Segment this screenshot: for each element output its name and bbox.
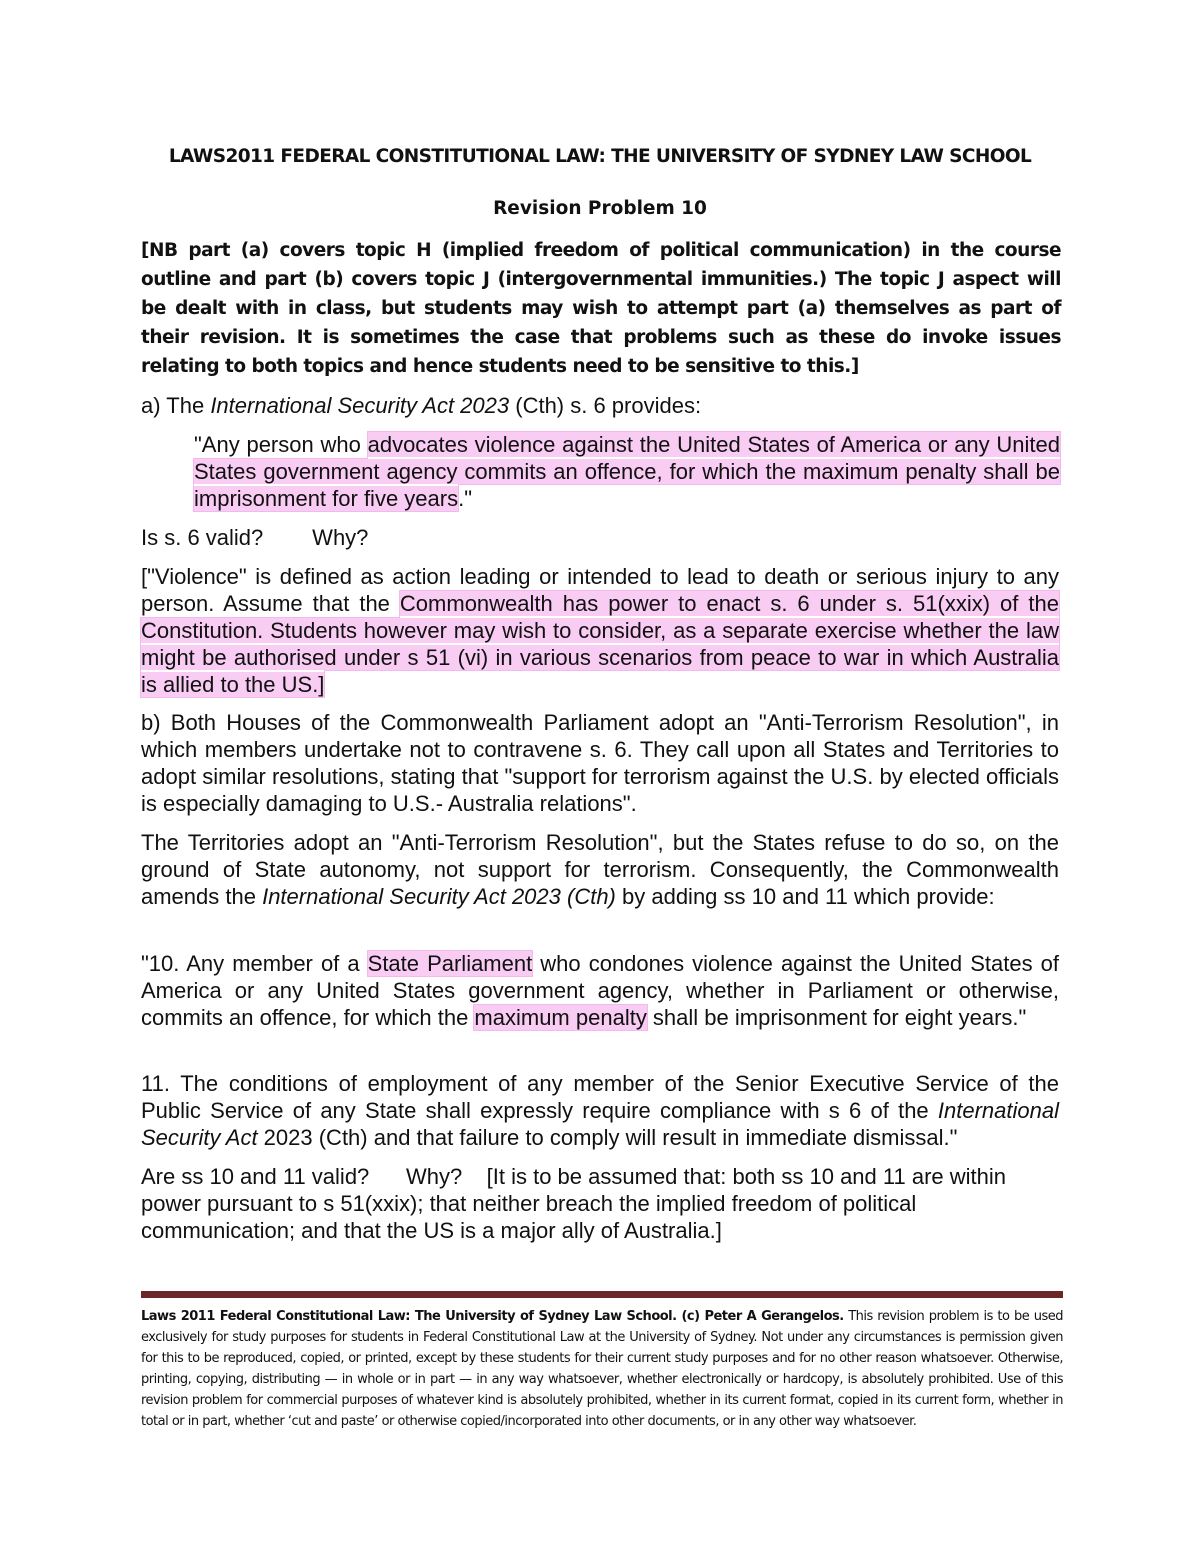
part-a-note xyxy=(141,563,1059,698)
part-b-paragraph-1: b) Both Houses of the Commonwealth Parliament adopt an "Anti-Terrorism Resolution", in which members undertake not to contravene s. 6. They call upon all States and Territories to adopt similar resolutions, stating that "support for terrorism against the U.S. by elected officials is especially damaging to U.S.- Australia relations". xyxy=(141,710,1059,816)
part-a-intro xyxy=(141,392,1059,419)
s11-prefix: 11. The conditions of employment of any member of the Senior Executive Service of the Public Service of any State shall expressly require compliance with s 6 of the xyxy=(141,1071,1059,1123)
quote-end: ." xyxy=(458,486,473,511)
nb-note: [NB part (a) covers topic H (implied freedom of political communication) in the course outline and part (b) covers topic J (intergovernmental immunities.) The topic J aspect will be dealt with in class, but students may wish to attempt part (a) themselves as part of their revision. It is sometimes the case that problems such as these do invoke issues relating to both topics and hence students need to be sensitive to this.] xyxy=(141,240,1061,377)
para2-act-name: International Security Act 2023 (Cth) xyxy=(262,884,616,909)
s10-highlight-state-parliament: State Parliament xyxy=(367,951,533,976)
note-prefix: ["Violence" is defined as action leading or intended to lead to death or serious injury to any person. Assume that the xyxy=(141,564,1059,616)
note-highlight: Commonwealth has power to enact s. 6 under s. 51(xxix) of the Constitution. Students however may wish to consider, as a separate exercise whether the law might be authorised under s 51 (vi) in various scenarios from peace to war in which Australia is allied to the US.] xyxy=(141,591,1059,697)
s10-mid: who condones violence against the United States of America or any United States government agency, whether in Parliament or otherwise, commits an offence, for which the xyxy=(141,951,1059,1030)
footer-text: This revision problem is to be used exclusively for study purposes for students in Federal Constitutional Law at the University of Sydney. Not under any circumstances is permission given for this to be reproduced, copied, or printed, except by these students for their current study purposes and for no other reason whatsoever. Otherwise, printing, copying, distributing — in whole or in part — in any way whatsoever, whether electronically or hardcopy, is absolutely prohibited. Use of this revision problem for commercial purposes of whatever kind is absolutely prohibited, whether in its current format, copied in its current form, whether in total or in part, whether ‘cut and paste’ or otherwise copied/incorporated into other documents, or in any other way whatsoever. xyxy=(141,1309,1063,1429)
quote-start: "Any person who xyxy=(194,432,368,457)
s10-highlight-maximum-penalty: maximum penalty xyxy=(474,1005,647,1030)
part-b-paragraph-2 xyxy=(141,829,1059,910)
s11-suffix: 2023 (Cth) and that failure to comply will result in immediate dismissal." xyxy=(257,1125,958,1150)
footer-divider xyxy=(141,1291,1063,1298)
section-6-quote xyxy=(194,431,1060,512)
footer-copyright xyxy=(141,1306,1063,1432)
s10-suffix: shall be imprisonment for eight years." xyxy=(646,1005,1027,1030)
page-subtitle: Revision Problem 10 xyxy=(493,198,707,219)
s11-act-name: International Security Act xyxy=(141,1098,1059,1150)
part-b-question: Are ss 10 and 11 valid? Why? [It is to be assumed that: both ss 10 and 11 are within power pursuant to s 51(xxix); that neither breach the implied freedom of political communication; and that the US is a major ally of Australia.] xyxy=(141,1164,1013,1243)
section-11-text xyxy=(141,1070,1059,1151)
quote-highlight: advocates violence against the United States of America or any United States government agency commits an offence, for which the maximum penalty shall be imprisonment for five years xyxy=(194,432,1061,511)
s10-prefix: "10. Any member of a xyxy=(141,951,368,976)
part-a-intro-suffix: (Cth) s. 6 provides: xyxy=(509,393,702,418)
section-10-text xyxy=(141,950,1059,1031)
footer-bold-text: Laws 2011 Federal Constitutional Law: The University of Sydney Law School. (c) Peter A Gerangelos. xyxy=(141,1309,844,1324)
part-a-intro-prefix: a) The xyxy=(141,393,211,418)
part-a-question: Is s. 6 valid? Why? xyxy=(141,525,369,550)
para2-suffix: by adding ss 10 and 11 which provide: xyxy=(615,884,995,909)
page-title: LAWS2011 FEDERAL CONSTITUTIONAL LAW: THE UNIVERSITY OF SYDNEY LAW SCHOOL xyxy=(168,146,1032,167)
para2-prefix: The Territories adopt an "Anti-Terrorism Resolution", but the States refuse to do so, on the ground of State autonomy, not support for terrorism. Consequently, the Commonwealth amends the xyxy=(141,830,1059,909)
act-name: International Security Act 2023 xyxy=(210,393,510,418)
